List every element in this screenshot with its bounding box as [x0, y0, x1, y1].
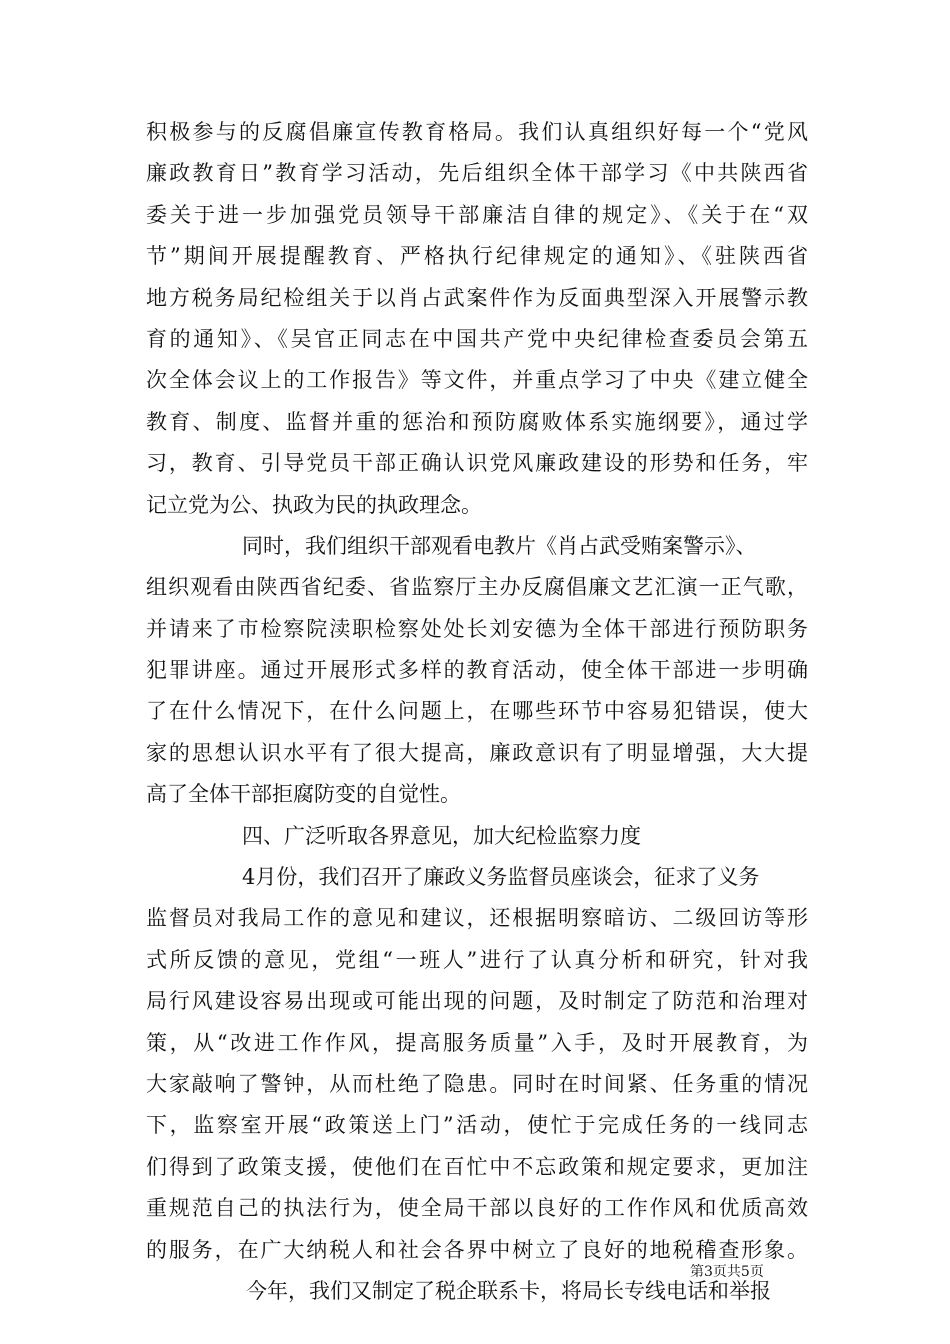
text-line: 次全体会议上的工作报告》等文件，并重点学习了中央《建立健全	[146, 368, 808, 393]
text-line: 局行风建设容易出现或可能出现的问题，及时制定了防范和治理对	[146, 989, 808, 1014]
text-line: 委关于进一步加强党员领导干部廉洁自律的规定》、《关于在“双	[146, 202, 808, 227]
text-line: 了在什么情况下，在什么问题上，在哪些环节中容易犯错误，使大	[146, 699, 808, 724]
text-line: 犯罪讲座。通过开展形式多样的教育活动，使全体干部进一步明确	[146, 658, 808, 683]
section-heading: 四、广泛听取各界意见，加大纪检监察力度	[242, 823, 641, 848]
text-line: 的服务，在广大纳税人和社会各界中树立了良好的地税稽查形象。	[146, 1237, 808, 1262]
text-line: 们得到了政策支援，使他们在百忙中不忘政策和规定要求，更加注	[146, 1154, 808, 1179]
text-line: 廉政教育日”教育学习活动，先后组织全体干部学习《中共陕西省	[146, 161, 808, 186]
text-line: 策，从“改进工作作风，提高服务质量”入手，及时开展教育，为	[146, 1030, 808, 1055]
page-number: 第3页共5页	[690, 1264, 764, 1280]
text-line: 并请来了市检察院渎职检察处处长刘安德为全体干部进行预防职务	[146, 616, 808, 641]
text-line: 习，教育、引导党员干部正确认识党风廉政建设的形势和任务，牢	[146, 451, 808, 476]
text-line: 地方税务局纪检组关于以肖占武案件作为反面典型深入开展警示教	[146, 285, 808, 310]
text-line: 下，监察室开展“政策送上门”活动，使忙于完成任务的一线同志	[146, 1113, 808, 1138]
text-line: 家的思想认识水平有了很大提高，廉政意识有了明显增强，大大提	[146, 740, 808, 765]
body-text	[146, 112, 808, 1312]
text-line: 大家敲响了警钟，从而杜绝了隐患。同时在时间紧、任务重的情况	[146, 1071, 808, 1096]
text-line: 教育、制度、监督并重的惩治和预防腐败体系实施纲要》，通过学	[146, 409, 808, 434]
text-line: 式所反馈的意见，党组“一班人”进行了认真分析和研究，针对我	[146, 947, 808, 972]
text-line: 同时，我们组织干部观看电教片《肖占武受贿案警示》、	[242, 533, 757, 558]
text-line: 重规范自己的执法行为，使全局干部以良好的工作作风和优质高效	[146, 1196, 808, 1221]
text-line: 高了全体干部拒腐防变的自觉性。	[146, 782, 461, 807]
text-line: 育的通知》、《吴官正同志在中国共产党中央纪律检查委员会第五	[146, 326, 808, 351]
text-line: 记立党为公、执政为民的执政理念。	[146, 492, 482, 517]
text-line: 节”期间开展提醒教育、严格执行纪律规定的通知》、《驻陕西省	[146, 244, 808, 269]
text-line: 4月份，我们召开了廉政义务监督员座谈会，征求了义务	[242, 865, 760, 890]
text-line: 组织观看由陕西省纪委、省监察厅主办反腐倡廉文艺汇演一正气歌，	[146, 575, 808, 600]
text-line: 监督员对我局工作的意见和建议，还根据明察暗访、二级回访等形	[146, 906, 808, 931]
text-line: 今年，我们又制定了税企联系卡，将局长专线电话和举报	[246, 1278, 771, 1303]
text-line: 积极参与的反腐倡廉宣传教育格局。我们认真组织好每一个“党风	[146, 120, 808, 144]
